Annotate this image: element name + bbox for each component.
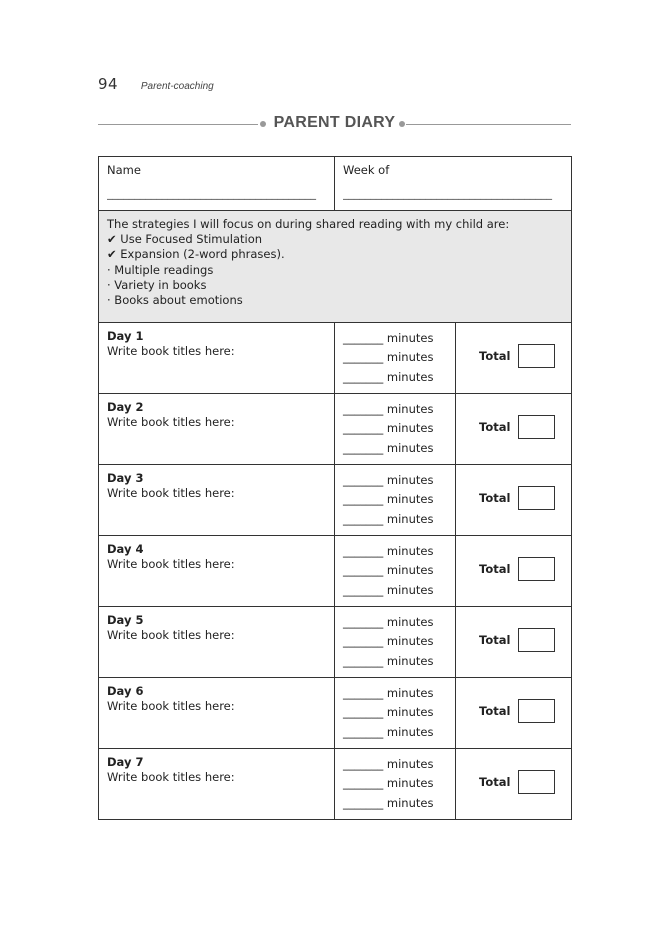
strategy-item: ✔ Use Focused Stimulation [107, 232, 263, 247]
strategy-item: · Multiple readings [107, 262, 214, 277]
minutes-line: _______ minutes [343, 563, 434, 578]
minutes-line: _______ minutes [343, 402, 434, 416]
minutes-cell[interactable] [335, 749, 456, 820]
minutes-cell[interactable] [335, 465, 456, 536]
strategy-item: · Books about emotions [107, 293, 243, 308]
minutes-line: _______ minutes [343, 350, 434, 365]
diary-table [98, 156, 572, 820]
day-row [99, 465, 572, 536]
strategy-item: · Variety in books [107, 277, 207, 292]
day-prompt: Write book titles here: [107, 770, 235, 784]
total-box[interactable] [518, 770, 555, 794]
week-cell[interactable] [335, 157, 572, 211]
minutes-line: _______ minutes [343, 331, 434, 345]
day-row [99, 536, 572, 607]
minutes-line: _______ minutes [343, 369, 434, 384]
total-cell [456, 536, 572, 607]
total-label: Total [479, 420, 511, 434]
heading-dot-right [399, 121, 405, 127]
minutes-line: _______ minutes [343, 582, 434, 597]
week-blank-line: ______________________________________ [343, 187, 552, 200]
minutes-line: _______ minutes [343, 757, 434, 771]
day-row [99, 323, 572, 394]
day-titles-cell[interactable] [99, 749, 335, 820]
day-prompt: Write book titles here: [107, 344, 235, 358]
total-cell [456, 465, 572, 536]
total-cell [456, 323, 572, 394]
day-titles-cell[interactable] [99, 465, 335, 536]
day-label: Day 7 [107, 755, 144, 769]
week-label: Week of [343, 163, 390, 177]
day-label: Day 6 [107, 684, 144, 698]
minutes-cell[interactable] [335, 394, 456, 465]
minutes-line: _______ minutes [343, 686, 434, 700]
day-prompt: Write book titles here: [107, 557, 235, 571]
total-cell [456, 394, 572, 465]
name-blank-line: ______________________________________ [107, 187, 316, 200]
total-box[interactable] [518, 699, 555, 723]
strategy-item: ✔ Expansion (2-word phrases). [107, 247, 285, 262]
page-title: PARENT DIARY [273, 114, 396, 131]
minutes-line: _______ minutes [343, 615, 434, 629]
day-row [99, 678, 572, 749]
minutes-cell[interactable] [335, 536, 456, 607]
total-cell [456, 678, 572, 749]
total-box[interactable] [518, 415, 555, 439]
day-label: Day 5 [107, 613, 144, 627]
name-week-row [99, 157, 572, 211]
minutes-line: _______ minutes [343, 511, 434, 526]
day-titles-cell[interactable] [99, 394, 335, 465]
day-prompt: Write book titles here: [107, 699, 235, 713]
minutes-line: _______ minutes [343, 634, 434, 649]
total-label: Total [479, 562, 511, 576]
day-row [99, 607, 572, 678]
minutes-line: _______ minutes [343, 492, 434, 507]
day-prompt: Write book titles here: [107, 486, 235, 500]
total-box[interactable] [518, 344, 555, 368]
running-head-title: Parent-coaching [140, 81, 214, 92]
strategies-row [99, 211, 572, 323]
name-label: Name [107, 163, 141, 177]
day-row [99, 749, 572, 820]
total-box[interactable] [518, 486, 555, 510]
day-titles-cell[interactable] [99, 536, 335, 607]
strategies-cell [99, 211, 572, 323]
minutes-line: _______ minutes [343, 440, 434, 455]
heading-rule-right [406, 124, 571, 125]
total-label: Total [479, 704, 511, 718]
total-label: Total [479, 775, 511, 789]
total-box[interactable] [518, 628, 555, 652]
day-label: Day 3 [107, 471, 144, 485]
minutes-line: _______ minutes [343, 421, 434, 436]
total-box[interactable] [518, 557, 555, 581]
minutes-line: _______ minutes [343, 653, 434, 668]
day-prompt: Write book titles here: [107, 415, 235, 429]
day-label: Day 2 [107, 400, 144, 414]
day-prompt: Write book titles here: [107, 628, 235, 642]
day-titles-cell[interactable] [99, 678, 335, 749]
minutes-line: _______ minutes [343, 544, 434, 558]
minutes-line: _______ minutes [343, 705, 434, 720]
minutes-line: _______ minutes [343, 724, 434, 739]
minutes-line: _______ minutes [343, 473, 434, 487]
day-row [99, 394, 572, 465]
minutes-line: _______ minutes [343, 776, 434, 791]
total-label: Total [479, 349, 511, 363]
day-titles-cell[interactable] [99, 607, 335, 678]
heading-row [98, 114, 571, 136]
day-label: Day 1 [107, 329, 144, 343]
day-titles-cell[interactable] [99, 323, 335, 394]
running-head [98, 75, 214, 93]
minutes-cell[interactable] [335, 678, 456, 749]
total-label: Total [479, 633, 511, 647]
total-cell [456, 607, 572, 678]
minutes-cell[interactable] [335, 323, 456, 394]
total-label: Total [479, 491, 511, 505]
minutes-cell[interactable] [335, 607, 456, 678]
minutes-line: _______ minutes [343, 795, 434, 810]
name-cell[interactable] [99, 157, 335, 211]
total-cell [456, 749, 572, 820]
strategies-intro: The strategies I will focus on during shared reading with my child are: [107, 217, 510, 231]
page-number: 94 [98, 75, 119, 93]
day-label: Day 4 [107, 542, 144, 556]
